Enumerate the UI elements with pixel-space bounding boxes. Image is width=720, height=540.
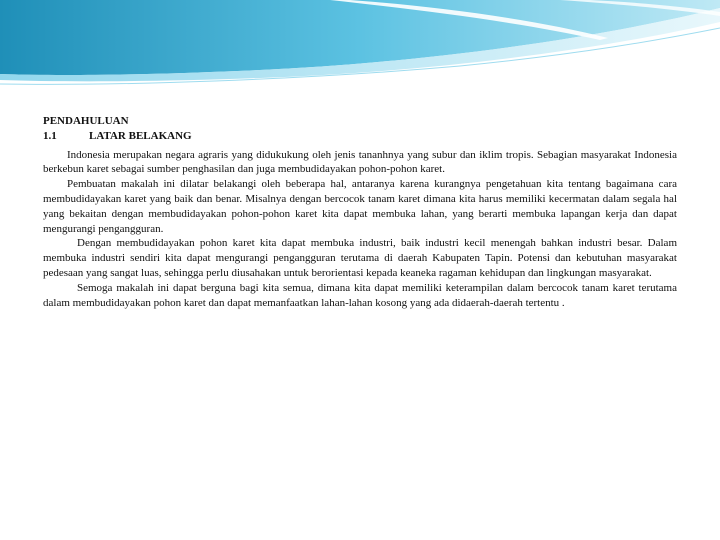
decorative-wave-header (0, 0, 720, 90)
section-number: 1.1 (43, 129, 57, 142)
document-body (43, 114, 677, 310)
document-title: PENDAHULUAN (43, 115, 129, 127)
section-title: LATAR BELAKANG (89, 129, 192, 142)
paragraph-4: Semoga makalah ini dapat berguna bagi kita semua, dimana kita dapat memiliki keterampilan dalam bercocok tanam karet terutama dalam membudidayakan pohon karet dan dapat memanfaatkan lahan-lahan kosong yang ada didaerah-daerah tertentu . (43, 281, 677, 309)
paragraph-1: Indonesia merupakan negara agraris yang didukukung oleh jenis tananhnya yang subur dan iklim tropis. Sebagian masyarakat Indonesia berkebun karet sebagai sumber penghasilan dan juga membudidayakan pohon-pohon karet. (43, 148, 677, 176)
paragraph-3: Dengan membudidayakan pohon karet kita dapat membuka industri, baik industri kecil menengah bahkan industri besar. Dalam membuka industri sendiri kita dapat mengurangi pengangguran terutama di daerah Kabupaten Tapin. Potensi dan kebutuhan masyarakat pedesaan yang sangat luas, sehingga perlu diusahakan untuk berorientasi kepada keaneka ragaman kehidupan dan lingkungan masyarakat. (43, 237, 677, 279)
section-heading (43, 129, 677, 144)
paragraph-2: Pembuatan makalah ini dilatar belakangi oleh beberapa hal, antaranya karena kurangnya pengetahuan kita tentang bagaimana cara membudidayakan karet yang baik dan benar. Misalnya dengan bercocok tanam karet dimana kita harus memiliki kecermatan dalam segala hal yang bekaitan dengan membudidayakan pohon-pohon karet kita dapat membuka lahan, yang berarti membuka lapangan kerja dan dapat mengurangi pengangguran. (43, 178, 677, 235)
